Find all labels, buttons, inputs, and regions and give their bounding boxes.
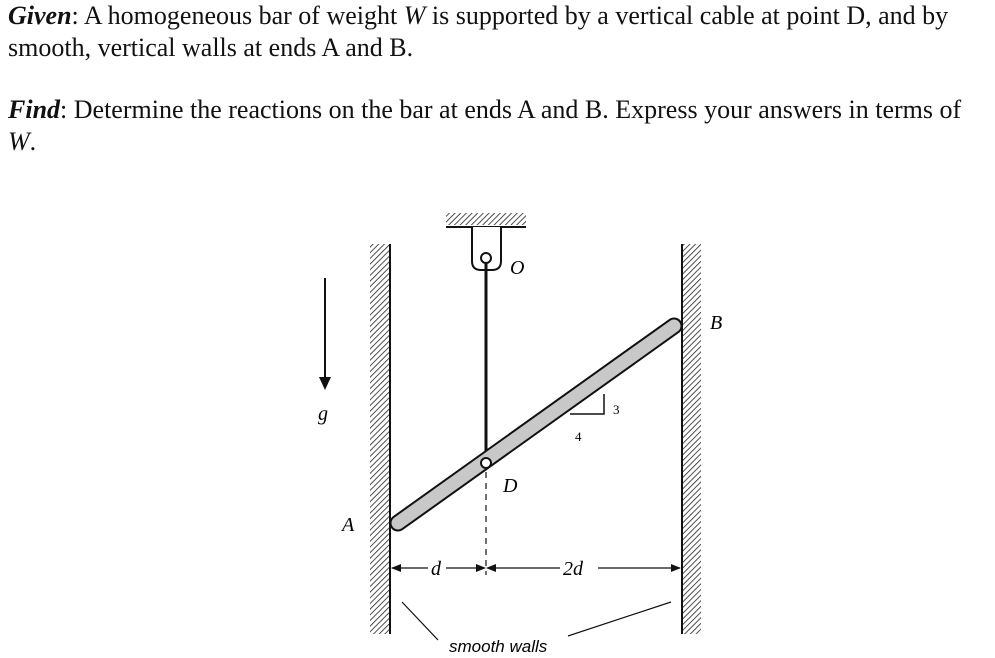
left-wall-hatch: [370, 244, 389, 634]
given-text-1: A homogeneous bar of weight: [83, 1, 404, 30]
ceiling-hatch: [446, 213, 526, 225]
given-label: Given: [8, 1, 72, 30]
gravity-arrow-head: [319, 377, 331, 390]
label-slope-run: 4: [575, 429, 582, 444]
right-wall-hatch: [682, 244, 701, 634]
given-text-2: is supported by a vertical cable at point D, and by smooth, vertical walls at ends A and B.: [8, 1, 949, 62]
dim-arrow-right: [671, 564, 681, 572]
dim-arrow-left: [391, 564, 401, 572]
find-text-1: Determine the reactions on the bar at ends A and B. Express your answers in terms of: [73, 95, 962, 124]
bar: [398, 326, 674, 523]
point-D-marker: [481, 458, 491, 468]
label-dim-2d: 2d: [563, 558, 583, 580]
walls-leader-left: [402, 602, 438, 640]
pin-O: [481, 253, 491, 263]
label-A: A: [342, 514, 355, 536]
dim-arrow-d-right: [486, 564, 496, 572]
find-text-2: .: [29, 127, 37, 156]
dim-arrow-d-left: [476, 564, 486, 572]
label-dim-d: d: [431, 558, 441, 580]
walls-leader-right: [568, 602, 671, 636]
given-weight-symbol: W: [403, 1, 426, 30]
label-smooth-walls: smooth walls: [449, 637, 548, 656]
label-g: g: [318, 403, 328, 425]
label-B: B: [710, 312, 723, 334]
find-label: Find: [8, 95, 61, 124]
label-D: D: [503, 475, 518, 497]
label-slope-rise: 3: [613, 402, 620, 417]
find-weight-symbol: W: [8, 127, 30, 156]
label-O: O: [510, 257, 525, 279]
given-paragraph: Given: A homogeneous bar of weight W is supported by a vertical cable at point D, and by smooth, vertical walls at ends A and B.: [8, 1, 949, 62]
find-paragraph: Find: Determine the reactions on the bar at ends A and B. Express your answers in terms of W.: [8, 95, 962, 156]
